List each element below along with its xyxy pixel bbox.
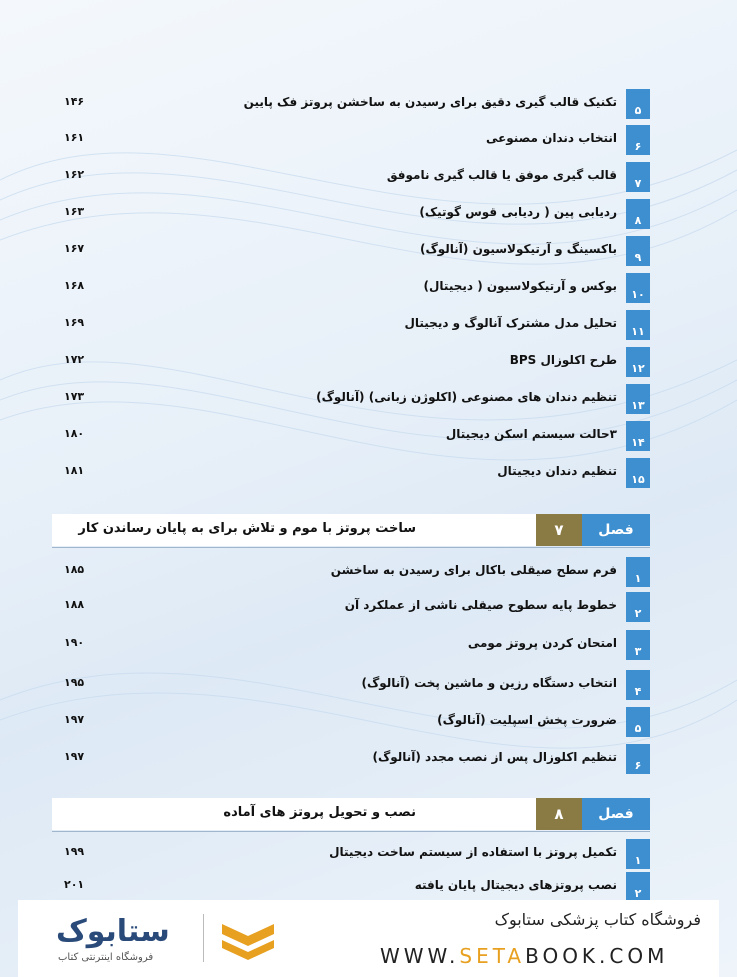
row-number: ۶ [626,744,650,774]
row-number: ۱۳ [626,384,650,414]
chapter-title-bar [52,798,536,830]
chapter-label: فصل [582,514,650,546]
row-page: ۱۷۳ [64,390,85,403]
row-page: ۱۶۹ [64,316,85,329]
toc-row[interactable] [0,421,737,451]
toc-row[interactable] [0,384,737,414]
toc-row[interactable] [0,273,737,303]
row-number: ۳ [626,630,650,660]
row-number: ۱۲ [626,347,650,377]
toc-row[interactable] [0,162,737,192]
toc-row[interactable] [0,347,737,377]
toc-row[interactable] [0,839,737,869]
row-page: ۱۹۷ [64,750,85,763]
toc-row[interactable] [0,125,737,155]
row-number: ۱۵ [626,458,650,488]
url-prefix: WWW. [380,944,460,968]
shop-name: فروشگاه کتاب پزشکی ستابوک [494,910,701,929]
row-page: ۱۹۰ [64,636,85,649]
row-number: ۶ [626,125,650,155]
row-title: امتحان کردن پروتز مومی [467,636,617,650]
toc-row[interactable] [0,199,737,229]
row-page: ۱۷۲ [64,353,85,366]
toc-row[interactable] [0,310,737,340]
row-title: طرح اکلوزال BPS [509,353,617,367]
row-title: انتخاب دندان مصنوعی [485,131,617,145]
toc-row[interactable] [0,458,737,488]
row-title: تکنیک قالب گیری دقیق برای رسیدن به ساخشن پروتز فک پایین [243,95,617,109]
toc-row[interactable] [0,592,737,622]
row-number: ۵ [626,89,650,119]
row-title: تکمیل پروتز با استفاده از سیستم ساخت دیجیتال [329,845,617,859]
row-page: ۱۸۱ [64,464,85,477]
row-page: ۱۸۵ [64,563,85,576]
row-number: ۱۴ [626,421,650,451]
chapter-7-header[interactable] [52,514,650,546]
website-url[interactable] [380,944,668,968]
chapter-divider [52,547,650,548]
row-number: ۲ [626,592,650,622]
row-page: ۱۶۷ [64,242,85,255]
row-title: انتخاب دستگاه رزین و ماشین پخت (آنالوگ) [361,676,617,690]
book-logo-icon [218,916,278,960]
row-page: ۱۶۳ [64,205,85,218]
footer-divider [203,914,204,962]
row-title: ۳حالت سیستم اسکن دیجیتال [445,427,617,441]
row-number: ۹ [626,236,650,266]
row-page: ۱۹۵ [64,676,85,689]
row-number: ۵ [626,707,650,737]
row-title: تنظیم دندان دیجیتال [497,464,617,478]
toc-row[interactable] [0,872,737,902]
row-title: تنظیم اکلوزال پس از نصب مجدد (آنالوگ) [372,750,617,764]
row-number: ۱ [626,557,650,587]
row-number: ۸ [626,199,650,229]
chapter-label: فصل [582,798,650,830]
chapter-title: نصب و تحویل پروتز های آماده [223,805,416,820]
row-title: نصب پروتزهای دیجیتال پایان یافته [414,878,617,892]
toc-row[interactable] [0,236,737,266]
logo-subtitle: فروشگاه اینترنتی کتاب [58,952,154,963]
chapter-title-bar [52,514,536,546]
row-page: ۱۸۸ [64,598,85,611]
toc-row[interactable] [0,89,737,119]
logo-wordmark: ستابوک [56,914,170,949]
row-page: ۱۶۸ [64,279,85,292]
row-page: ۱۴۶ [64,95,85,108]
row-number: ۱۰ [626,273,650,303]
row-page: ۱۹۷ [64,713,85,726]
row-page: ۱۶۲ [64,168,85,181]
row-title: باکسینگ و آرتیکولاسیون (آنالوگ) [419,242,617,256]
chapter-8-header[interactable] [52,798,650,830]
row-title: تنظیم دندان های مصنوعی (اکلوژن زبانی) (آنالوگ) [316,390,617,404]
row-title: تحلیل مدل مشترک آنالوگ و دیجیتال [404,316,617,330]
row-page: ۱۶۱ [64,131,85,144]
row-title: فرم سطح صیقلی باکال برای رسیدن به ساخشن [330,563,617,577]
url-accent: SETA [459,944,526,968]
footer-banner [18,900,719,977]
chapter-number: ۸ [536,798,582,830]
toc-row[interactable] [0,707,737,737]
toc-row[interactable] [0,670,737,700]
row-number: ۱۱ [626,310,650,340]
row-title: ردیابی پین ( ردیابی قوس گوتیک) [419,205,617,219]
row-page: ۱۹۹ [64,845,85,858]
toc-row[interactable] [0,630,737,660]
row-page: ۲۰۱ [64,878,85,891]
row-title: قالب گیری موفق یا قالب گیری ناموفق [386,168,617,182]
row-number: ۲ [626,872,650,902]
toc-row[interactable] [0,744,737,774]
toc-row[interactable] [0,557,737,587]
row-number: ۴ [626,670,650,700]
chapter-title: ساخت پروتز با موم و تلاش برای به پایان رساندن کار [78,521,416,536]
row-title: بوکس و آرتیکولاسیون ( دیجیتال) [423,279,617,293]
url-suffix: BOOK.COM [525,944,669,968]
row-title: ضرورت پخش اسپلیت (آنالوگ) [437,713,617,727]
chapter-number: ۷ [536,514,582,546]
chapter-divider [52,831,650,832]
row-number: ۷ [626,162,650,192]
row-title: خطوط پایه سطوح صیقلی ناشی از عملکرد آن [344,598,617,612]
row-page: ۱۸۰ [64,427,85,440]
row-number: ۱ [626,839,650,869]
